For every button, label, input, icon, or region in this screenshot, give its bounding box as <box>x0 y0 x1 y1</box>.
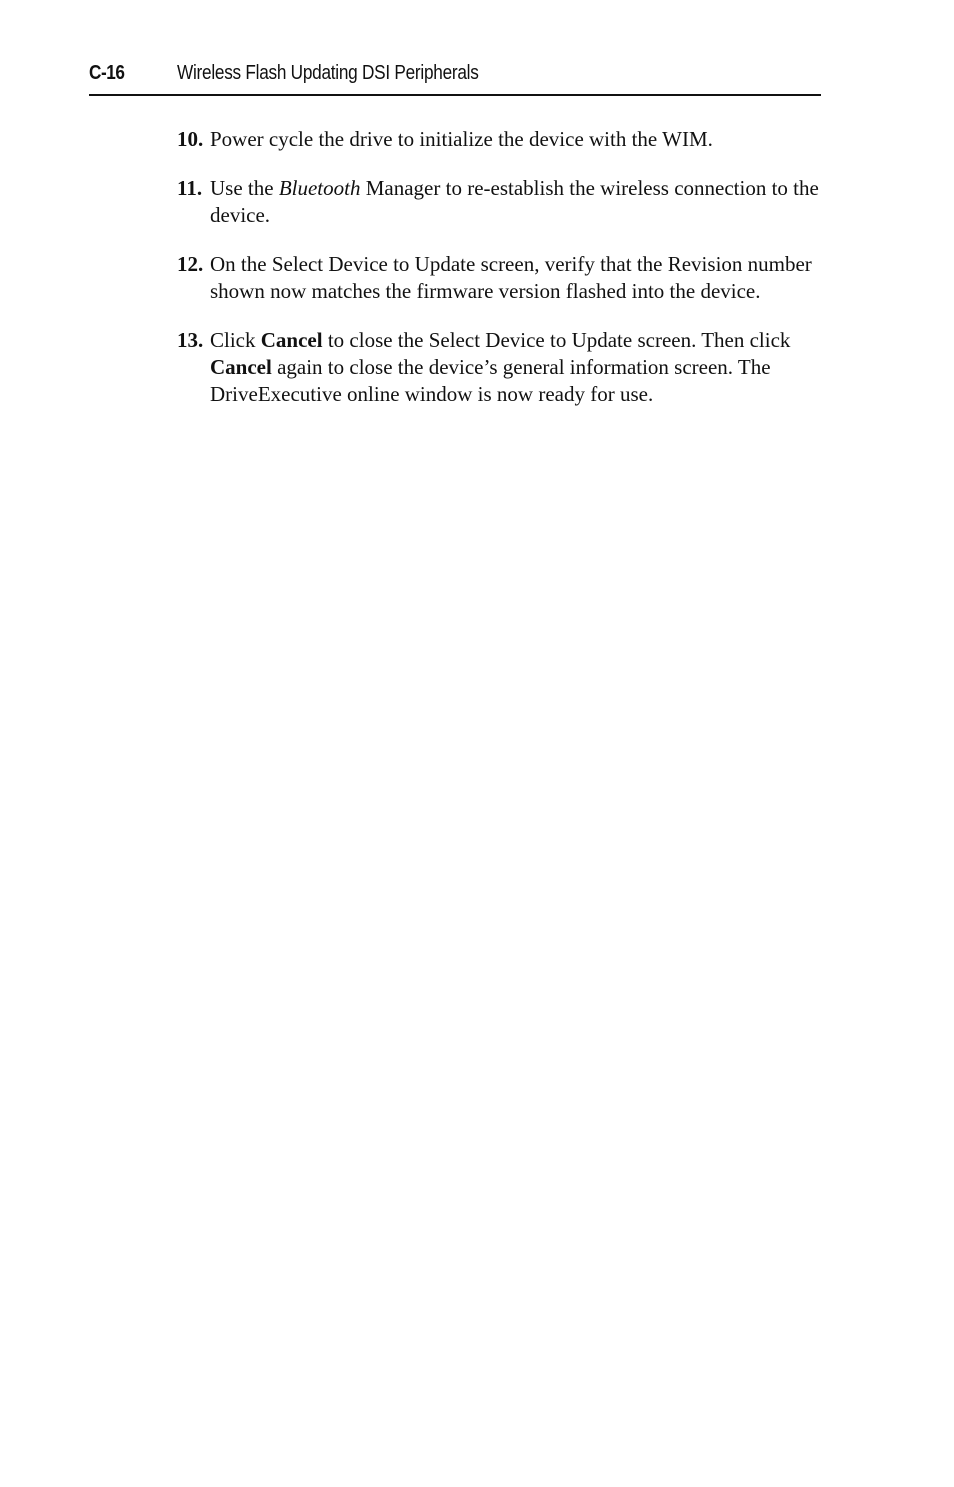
step-text <box>210 176 819 227</box>
step-text: Power cycle the drive to initialize the device with the WIM. <box>210 127 713 151</box>
page-header <box>89 60 821 96</box>
step-number: 10. <box>177 127 204 151</box>
step-number: 11. <box>177 176 203 200</box>
step-10 <box>177 126 827 153</box>
page-number: C-16 <box>89 62 125 84</box>
step-text <box>210 328 790 406</box>
running-title: Wireless Flash Updating DSI Peripherals <box>177 62 479 84</box>
step-12 <box>177 251 827 305</box>
step-text-part: to close the Select Device to Update screen. Then click <box>322 328 791 352</box>
step-text-part: Use the <box>210 176 279 200</box>
step-text-part: again to close the device’s general information screen. The DriveExecutive online window is now ready for use. <box>210 355 771 406</box>
steps-list <box>177 126 827 430</box>
step-13 <box>177 327 827 408</box>
step-11 <box>177 175 827 229</box>
step-number: 13. <box>177 328 204 352</box>
step-text-part: Click <box>210 328 261 352</box>
step-number: 12. <box>177 252 204 276</box>
step-text-part: Manager to re-establish the wireless connection to the device. <box>210 176 819 227</box>
step-text: On the Select Device to Update screen, verify that the Revision number shown now matches the firmware version flashed into the device. <box>210 252 812 303</box>
cancel-term: Cancel <box>260 328 323 352</box>
bluetooth-term: Bluetooth <box>278 176 361 200</box>
cancel-term: Cancel <box>210 355 272 379</box>
